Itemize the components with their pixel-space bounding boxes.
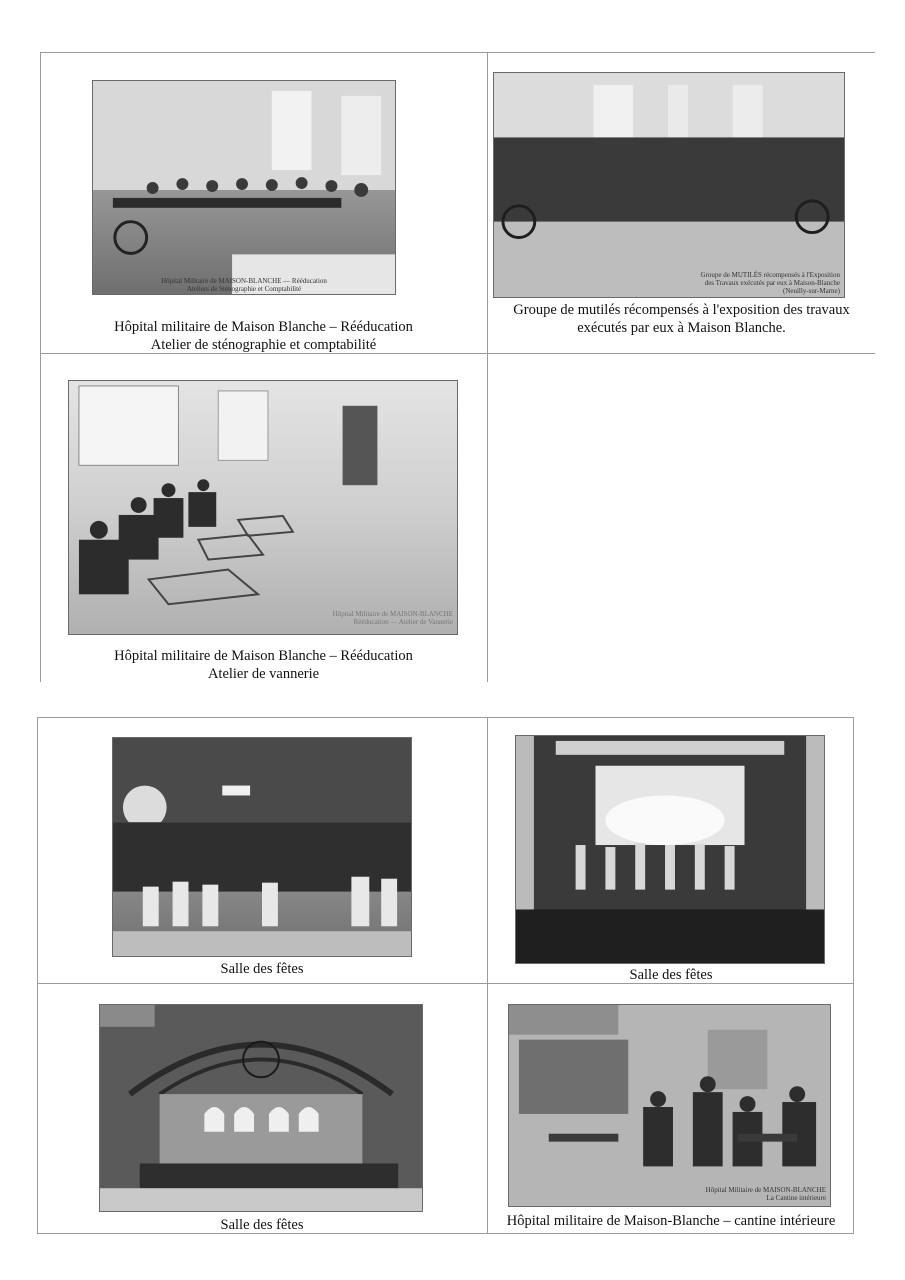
photo-festival-hall-stage (515, 735, 825, 964)
imprint-line-1: Hôpital Militaire de MAISON-BLANCHE — Rééducation (161, 277, 327, 285)
upper-table-column-divider (487, 52, 488, 682)
caption-canteen: Hôpital militaire de Maison-Blanche – cantine intérieure (506, 1213, 836, 1229)
caption-veterans-group (488, 301, 875, 337)
photo-festival-hall-children (112, 737, 412, 957)
caption-festival-hall-3: Salle des fêtes (220, 1217, 304, 1233)
imprint-line-2: Rééducation — Atelier de Vannerie (353, 618, 453, 626)
imprint-line-1: Hôpital Militaire de MAISON-BLANCHE (705, 1186, 826, 1194)
caption-line-2: Atelier de sténographie et comptabilité (150, 337, 377, 353)
photo-festival-hall-interior (99, 1004, 423, 1212)
imprint-line-1: Groupe de MUTILÉS récompensés à l'Exposition (700, 271, 840, 279)
photo-veterans-group (493, 72, 845, 298)
photo-basketry-workshop (68, 380, 458, 635)
imprint-line-2: Ateliers de Sténographie et Comptabilité (186, 285, 302, 293)
photo-canteen (508, 1004, 831, 1207)
caption-line-2: exécutés par eux à Maison Blanche. (577, 320, 786, 336)
caption-line-1: Hôpital militaire de Maison Blanche – Rééducation (114, 319, 413, 335)
caption-festival-hall-2: Salle des fêtes (629, 967, 713, 983)
imprint-line-2: des Travaux exécutés par eux à Maison-Blanche (704, 279, 840, 287)
photo-stenography-workshop (92, 80, 396, 295)
upper-table-right-top (488, 52, 875, 53)
imprint-line-2: La Cantine intérieure (766, 1194, 826, 1202)
caption-line-2: Atelier de vannerie (207, 666, 320, 682)
caption-festival-hall-1: Salle des fêtes (220, 961, 304, 977)
caption-line-1: Groupe de mutilés récompensés à l'exposition des travaux (513, 302, 850, 318)
caption-stenography-workshop (40, 318, 487, 354)
imprint-line-1: Hôpital Militaire de MAISON-BLANCHE (332, 610, 453, 618)
caption-line-1: Hôpital militaire de Maison Blanche – Rééducation (114, 648, 413, 664)
caption-basketry-workshop (40, 647, 487, 683)
imprint-line-3: (Neuilly-sur-Marne) (782, 287, 840, 295)
